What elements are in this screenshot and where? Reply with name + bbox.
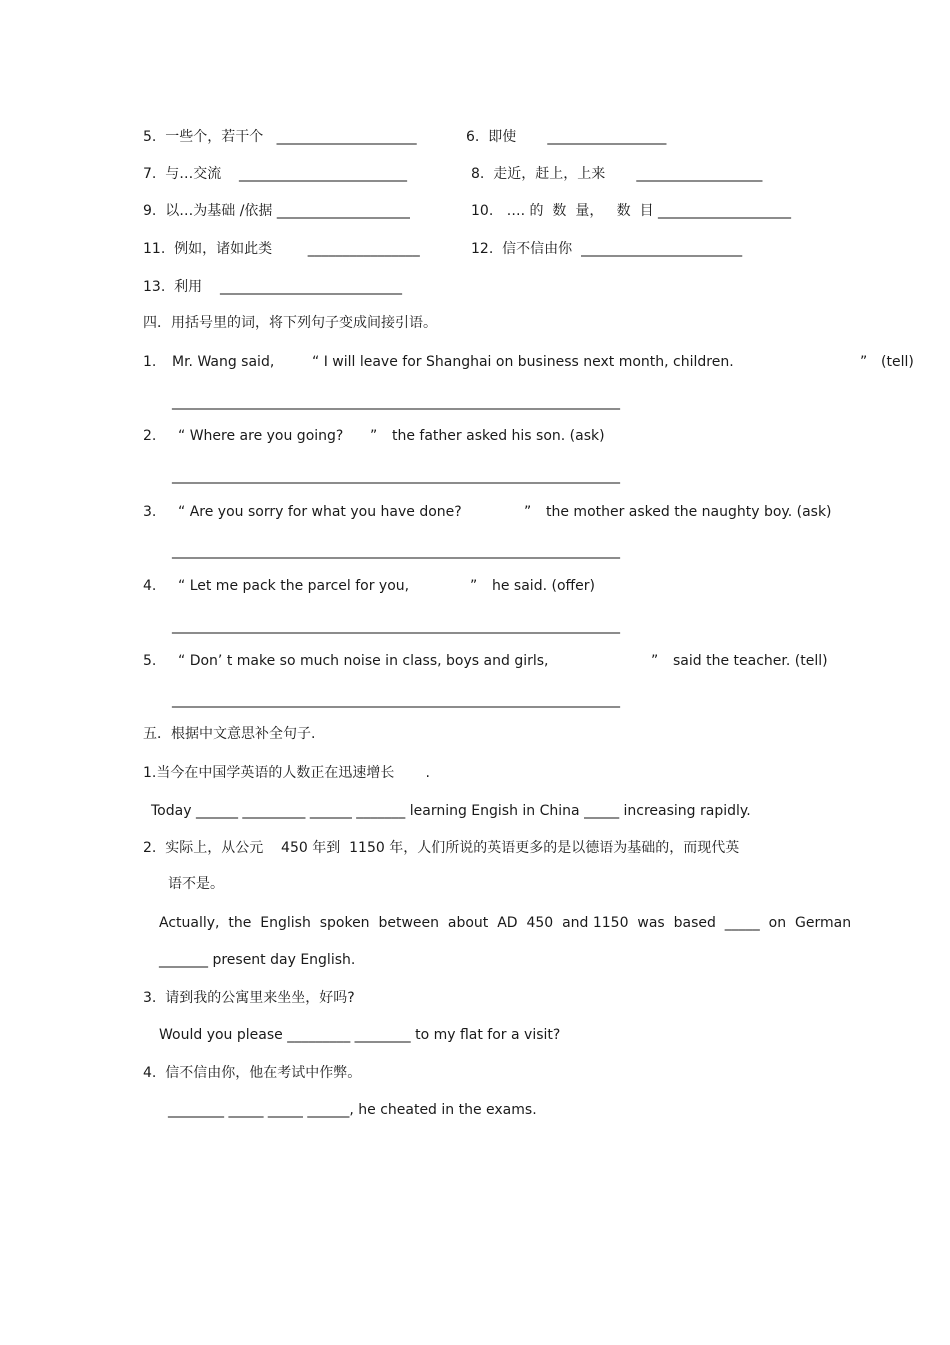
s4-q3-hint: the mother asked the naughty boy. (ask) bbox=[546, 504, 832, 520]
s4-q1-lead: Mr. Wang said, bbox=[172, 354, 275, 370]
s4-q2-hint: the father asked his son. (ask) bbox=[392, 428, 605, 444]
s4-q4-answer-line: ________________________________________________________________ bbox=[172, 618, 620, 634]
vocab-item-12: 12. 信不信由你 _______________________ bbox=[471, 241, 743, 257]
s4-q2-answer-line: ________________________________________________________________ bbox=[172, 468, 620, 484]
s4-q5-hint: said the teacher. (tell) bbox=[673, 653, 828, 669]
s4-q3-quote: “ Are you sorry for what you have done? bbox=[178, 504, 462, 520]
s4-q4-hint: he said. (offer) bbox=[492, 578, 595, 594]
s5-q3-chinese: 3. 请到我的公寓里来坐坐，好吗? bbox=[143, 990, 355, 1006]
vocab-item-8: 8. 走近，赶上，上来 __________________ bbox=[471, 166, 763, 182]
s4-q1-answer-line: ________________________________________________________________ bbox=[172, 394, 620, 410]
s4-q1-hint: (tell) bbox=[881, 354, 914, 370]
vocab-item-10: 10. …. 的 数 量， 数 目 ___________________ bbox=[471, 203, 792, 219]
vocab-item-7: 7. 与…交流 ________________________ bbox=[143, 166, 408, 182]
vocab-item-11: 11. 例如，诸如此类 ________________ bbox=[143, 241, 420, 257]
s5-q1-chinese: 1.当今在中国学英语的人数正在迅速增长 . bbox=[143, 765, 430, 781]
s4-q1-close-quote: ” bbox=[860, 354, 868, 370]
s4-q5-close-quote: ” bbox=[651, 653, 659, 669]
s5-q2-chinese-line1: 2. 实际上，从公元 450 年到 1150 年，人们所说的英语更多的是以德语为基础的，而现代英 bbox=[143, 840, 740, 856]
s4-q5-number: 5. bbox=[143, 653, 157, 669]
s4-q5-quote: “ Don’ t make so much noise in class, boys and girls, bbox=[178, 653, 549, 669]
s5-q1-english: Today ______ _________ ______ _______ learning Engish in China _____ increasing rapidly. bbox=[151, 803, 751, 819]
s5-q4-english: ________ _____ _____ ______, he cheated in the exams. bbox=[168, 1102, 537, 1118]
s5-q2-english-line1: Actually, the English spoken between about AD 450 and 1150 was based _____ on German bbox=[159, 915, 852, 931]
s4-q3-answer-line: ________________________________________________________________ bbox=[172, 543, 620, 559]
s5-q2-chinese-line2: 语不是。 bbox=[168, 876, 224, 892]
s4-q1-number: 1. bbox=[143, 354, 157, 370]
s4-q4-number: 4. bbox=[143, 578, 157, 594]
s5-q4-chinese: 4. 信不信由你，他在考试中作弊。 bbox=[143, 1065, 362, 1081]
section4-heading: 四．用括号里的词，将下列句子变成间接引语。 bbox=[143, 315, 437, 331]
vocab-item-5: 5. 一些个，若干个 ____________________ bbox=[143, 129, 417, 145]
s4-q4-close-quote: ” bbox=[470, 578, 478, 594]
vocab-item-9: 9. 以…为基础 /依据 ___________________ bbox=[143, 203, 410, 219]
s4-q4-quote: “ Let me pack the parcel for you, bbox=[178, 578, 410, 594]
s4-q2-quote: “ Where are you going? bbox=[178, 428, 344, 444]
s4-q3-number: 3. bbox=[143, 504, 157, 520]
s4-q2-number: 2. bbox=[143, 428, 157, 444]
s4-q1-quote: “ I will leave for Shanghai on business next month, children. bbox=[312, 354, 734, 370]
s4-q3-close-quote: ” bbox=[524, 504, 532, 520]
s4-q5-answer-line: ________________________________________________________________ bbox=[172, 692, 620, 708]
vocab-item-13: 13. 利用 __________________________ bbox=[143, 279, 402, 295]
section5-heading: 五．根据中文意思补全句子. bbox=[143, 726, 316, 742]
vocab-item-6: 6. 即使 _________________ bbox=[466, 129, 667, 145]
s5-q2-english-line2: _______ present day English. bbox=[159, 952, 356, 968]
s5-q3-english: Would you please _________ ________ to my flat for a visit? bbox=[159, 1027, 561, 1043]
s4-q2-close-quote: ” bbox=[370, 428, 378, 444]
